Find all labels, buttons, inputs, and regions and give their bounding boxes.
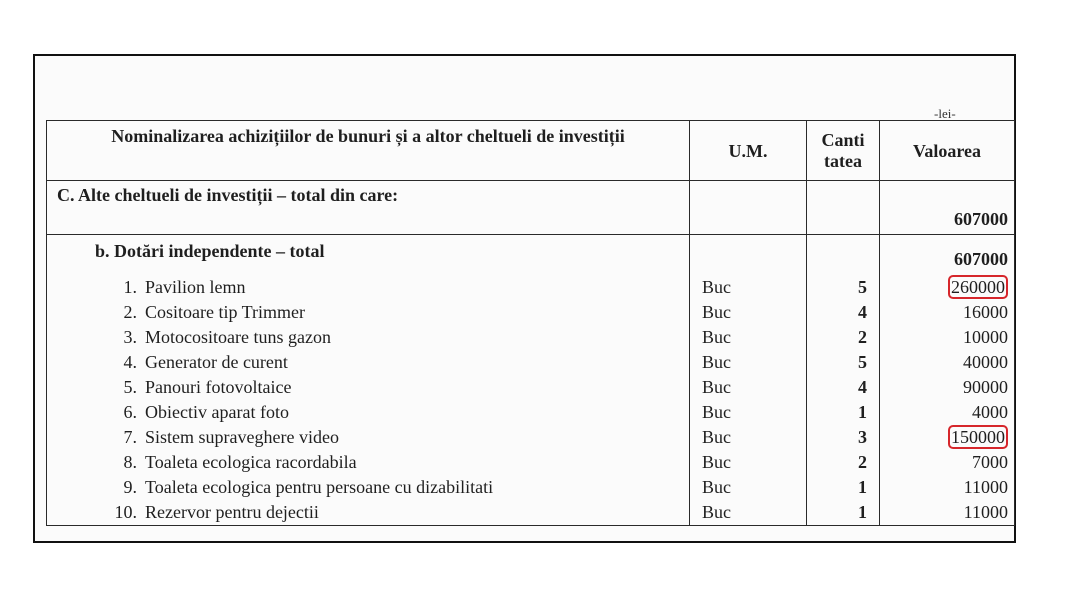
investment-table — [46, 120, 1015, 526]
item-quantity: 2 — [858, 327, 867, 347]
item-um: Buc — [702, 402, 731, 422]
section-b-description-cell — [47, 235, 690, 526]
item-quantity: 5 — [858, 352, 867, 372]
item-name: Sistem supraveghere video — [145, 427, 339, 447]
item-value — [880, 275, 1014, 300]
item-um-list — [690, 275, 806, 525]
item-number: 7. — [123, 427, 137, 447]
item-value — [880, 425, 1014, 450]
item-value — [880, 325, 1014, 350]
item-um: Buc — [702, 352, 731, 372]
item-quantity: 1 — [858, 477, 867, 497]
item-row-description — [47, 475, 689, 500]
item-row-description — [47, 350, 689, 375]
section-c-row — [47, 181, 1015, 235]
item-quantity: 4 — [858, 377, 867, 397]
item-um: Buc — [702, 277, 731, 297]
item-um: Buc — [702, 427, 731, 447]
item-name: Generator de curent — [145, 352, 288, 372]
item-row-description — [47, 425, 689, 450]
item-qty-list — [807, 275, 879, 525]
item-name: Obiectiv aparat foto — [145, 402, 289, 422]
section-b-label: b. Dotări independente – total — [95, 241, 325, 261]
item-quantity: 1 — [858, 402, 867, 422]
item-name: Cositoare tip Trimmer — [145, 302, 306, 322]
section-b-um-cell — [690, 235, 807, 526]
item-row-description — [47, 500, 689, 525]
item-value-text: 11000 — [963, 502, 1008, 522]
item-value — [880, 350, 1014, 375]
item-row-description — [47, 300, 689, 325]
item-quantity: 1 — [858, 502, 867, 522]
item-number: 5. — [123, 377, 137, 397]
header-quantity-line2: tatea — [824, 150, 862, 171]
item-number: 3. — [123, 327, 137, 347]
header-um: U.M. — [690, 121, 807, 181]
item-value-list — [880, 275, 1014, 525]
item-name: Toaleta ecologica pentru persoane cu dizabilitati — [145, 477, 494, 497]
item-number: 9. — [123, 477, 137, 497]
item-row-description — [47, 275, 689, 300]
item-value-text: 40000 — [963, 352, 1008, 372]
header-description: Nominalizarea achizițiilor de bunuri și a altor cheltueli de investiții — [47, 121, 690, 181]
section-b-value-cell — [880, 235, 1015, 526]
highlighted-item-value: 150000 — [948, 425, 1008, 449]
header-value: Valoarea — [880, 121, 1015, 181]
item-um: Buc — [702, 477, 731, 497]
header-quantity-line1: Canti — [821, 129, 865, 150]
section-b-qty-cell — [807, 235, 880, 526]
item-row-description — [47, 325, 689, 350]
item-number: 10. — [114, 502, 137, 522]
item-value-text: 10000 — [963, 327, 1008, 347]
header-row — [47, 121, 1015, 181]
item-row-description — [47, 400, 689, 425]
highlighted-item-value: 260000 — [948, 275, 1008, 299]
section-c-um — [690, 181, 807, 235]
item-description-list — [47, 275, 689, 525]
item-um: Buc — [702, 502, 731, 522]
item-number: 8. — [123, 452, 137, 472]
item-row-description — [47, 450, 689, 475]
item-value — [880, 375, 1014, 400]
item-name: Pavilion lemn — [145, 277, 246, 297]
item-name: Motocositoare tuns gazon — [145, 327, 331, 347]
item-value-text: 16000 — [963, 302, 1008, 322]
item-value — [880, 400, 1014, 425]
item-name: Rezervor pentru dejectii — [145, 502, 319, 522]
item-quantity: 4 — [858, 302, 867, 322]
item-name: Panouri fotovoltaice — [145, 377, 292, 397]
section-c-label: C. Alte cheltueli de investiții – total din care: — [47, 181, 690, 235]
item-name: Toaleta ecologica racordabila — [145, 452, 357, 472]
section-c-value: 607000 — [880, 181, 1015, 235]
item-value-text: 4000 — [972, 402, 1008, 422]
item-value-text: 90000 — [963, 377, 1008, 397]
item-number: 2. — [123, 302, 137, 322]
item-number: 1. — [123, 277, 137, 297]
section-b-row — [47, 235, 1015, 526]
currency-unit-note: -lei- — [934, 106, 956, 121]
item-quantity: 5 — [858, 277, 867, 297]
item-quantity: 2 — [858, 452, 867, 472]
item-quantity: 3 — [858, 427, 867, 447]
item-number: 4. — [123, 352, 137, 372]
item-value — [880, 450, 1014, 475]
section-c-qty — [807, 181, 880, 235]
item-value — [880, 475, 1014, 500]
item-number: 6. — [123, 402, 137, 422]
item-um: Buc — [702, 377, 731, 397]
item-value — [880, 300, 1014, 325]
item-um: Buc — [702, 327, 731, 347]
item-value — [880, 500, 1014, 525]
section-b-value: 607000 — [954, 249, 1008, 269]
item-um: Buc — [702, 452, 731, 472]
item-value-text: 7000 — [972, 452, 1008, 472]
item-row-description — [47, 375, 689, 400]
item-um: Buc — [702, 302, 731, 322]
item-value-text: 11000 — [963, 477, 1008, 497]
header-quantity — [807, 121, 880, 181]
